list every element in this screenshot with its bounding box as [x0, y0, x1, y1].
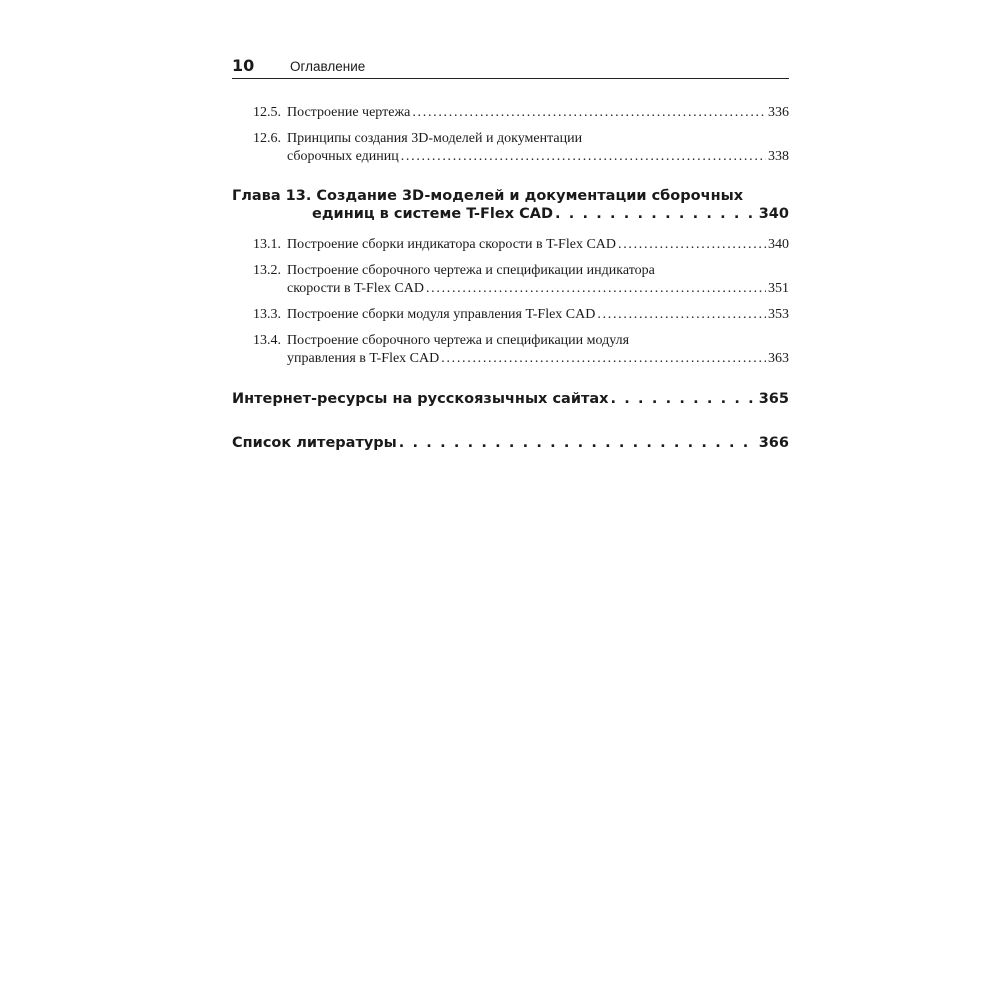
section-title-line2: сборочных единиц — [287, 149, 399, 164]
toc-entry-13-4[interactable] — [253, 332, 789, 368]
page-ref: 351 — [768, 281, 789, 296]
chapter-title-line1: Глава 13. Создание 3D-моделей и документации сборочных — [232, 188, 744, 204]
chapter-title-line2: единиц в системе T-Flex CAD — [312, 206, 554, 222]
dot-leader — [618, 236, 766, 254]
dot-leader — [611, 390, 757, 408]
section-number: 13.1. — [253, 237, 281, 252]
section-title-line1: Построение сборочного чертежа и спецификации модуля — [287, 333, 630, 348]
toc-entry-12-6[interactable] — [253, 130, 789, 166]
section-title: Построение чертежа — [287, 105, 411, 120]
section-title-line1: Принципы создания 3D-моделей и документации — [287, 131, 583, 146]
page-header — [232, 56, 789, 79]
toc-bibliography[interactable] — [232, 434, 789, 452]
section-title-line2: скорости в T-Flex CAD — [287, 281, 424, 296]
section-title-line1: Построение сборочного чертежа и спецификации индикатора — [287, 263, 655, 278]
dot-leader — [426, 280, 766, 298]
page-ref: 340 — [768, 237, 789, 252]
page-ref: 340 — [758, 206, 789, 222]
section-title-line2: управления в T-Flex CAD — [287, 351, 440, 366]
page-ref: 353 — [768, 307, 789, 322]
section-title: Построение сборки модуля управления T-Flex CAD — [287, 307, 596, 322]
dot-leader — [412, 104, 766, 122]
toc-chapter-13[interactable] — [232, 187, 789, 223]
toc-entry-13-3[interactable] — [253, 306, 789, 324]
toc-entry-13-2[interactable] — [253, 262, 789, 298]
section-number: 12.6. — [253, 131, 281, 146]
section-title: Построение сборки индикатора скорости в T-Flex CAD — [287, 237, 616, 252]
page-ref: 363 — [768, 351, 789, 366]
chapter-title: Список литературы — [232, 435, 397, 451]
section-number: 13.3. — [253, 307, 281, 322]
book-page — [232, 56, 789, 451]
page-ref: 338 — [768, 149, 789, 164]
toc-entry-13-1[interactable] — [253, 236, 789, 254]
section-number: 13.2. — [253, 263, 281, 278]
dot-leader — [441, 350, 766, 368]
running-title: Оглавление — [290, 59, 366, 74]
dot-leader — [597, 306, 766, 324]
page-ref: 336 — [768, 105, 789, 120]
dot-leader — [555, 205, 757, 223]
dot-leader — [401, 148, 766, 166]
page-number: 10 — [232, 56, 255, 75]
chapter-title: Интернет-ресурсы на русскоязычных сайтах — [232, 391, 609, 407]
page-ref: 366 — [758, 435, 789, 451]
toc-entry-12-5[interactable] — [253, 104, 789, 122]
section-number: 12.5. — [253, 105, 281, 120]
toc-internet-resources[interactable] — [232, 390, 789, 408]
section-number: 13.4. — [253, 333, 281, 348]
dot-leader — [399, 434, 757, 452]
page-ref: 365 — [758, 391, 789, 407]
